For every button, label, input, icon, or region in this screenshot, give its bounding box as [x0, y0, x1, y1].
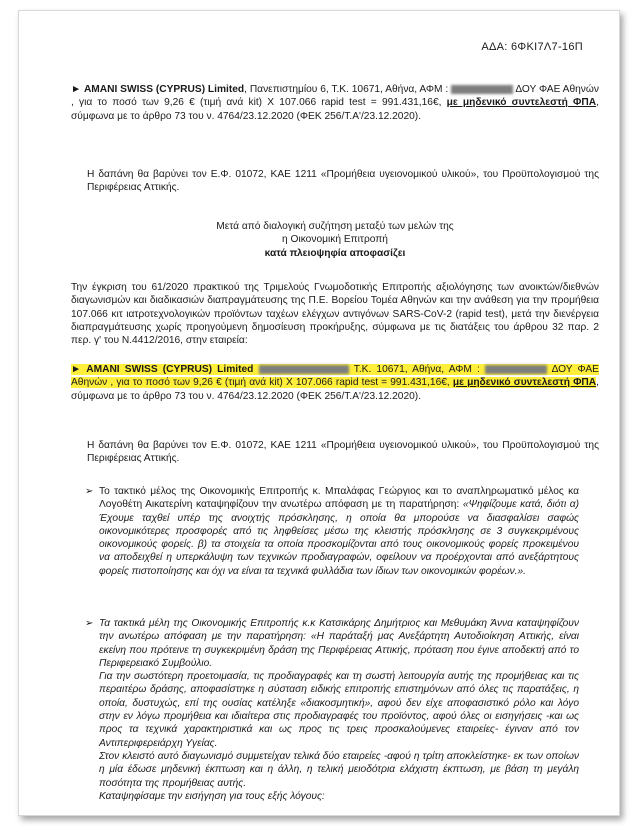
redacted-address: [259, 365, 349, 374]
dissent-2-para: Στον κλειστό αυτό διαγωνισμό συμμετείχαν τελικά δύο εταιρείες -αφού η τρίτη αποκλείστηκε- εκ των οποίων η μία έδωσε μηδενική έκπτωση και η άλλη, η τελική μειοδότρια ελάχιστη έκπτωση, με βάση τη μεγάλη ποσότητα της προμήθειας αυτής.: [99, 750, 579, 789]
ada-code: ΑΔΑ: 6ΦΚΙ7Λ7-16Π: [481, 41, 583, 53]
amount-line: ΔΟΥ ΦΑΕ Αθηνών , για το ποσό των 9,26 € (τιμή ανά kit) Χ 107.066 rapid test = 991.431,16€,: [71, 84, 599, 109]
arrowhead-bullet-icon: ➢: [85, 486, 94, 497]
dissent-2-para: Για την σωστότερη προετοιμασία, τις προδιαγραφές και τη σωστή λειτουργία αυτής της προμήθειας και τις περαιτέρω δράσης, αποφασίστηκε η σύσταση ειδικής επιτροπής επιστημόνων από όλες τις παρατάξεις, η οποία, δυστυχώς, επί της ουσίας κατέληξε «διακοσμητική», αφού δεν είχε αποφασιστικό ρόλο και λόγο στην εν λόγω προμήθεια και ιδιαίτερα στις προδιαγραφές του προϊόντος, αφού όλες οι εισηγήσεις -και ως προς τα τεχνικά χαρακτηριστικά και ως προς τις τρεις προσκαλούμενες εταιρείες- έγιναν από τον Αντιπεριφερειάρχη Υγείας.: [99, 671, 579, 749]
highlighted-contractor-paragraph: [71, 363, 599, 403]
vat-rate: με μηδενικό συντελεστή ΦΠΑ: [446, 97, 597, 109]
company-name: AMANI SWISS (CYPRUS) Limited: [83, 84, 245, 95]
law-reference: , σύμφωνα με το άρθρο 73 του ν. 4764/23.12.2020 (ΦΕΚ 256/Τ.Α'/23.12.2020).: [71, 377, 599, 402]
company-address: Τ.Κ. 10671, Αθήνα, ΑΦΜ :: [353, 364, 480, 375]
redacted-afm: [451, 85, 513, 94]
dissent-quote: «Ψηφίζουμε κατά, διότι α) Έχουμε ταχθεί υπέρ της ανοιχτής πρόσκλησης, η οποία θα μπορούσε να διασφαλίσει σαφώς οικονομικότερες προσφορές από τις ληφθείσες μέσω της κλειστής πρόσκλησης σε 3 συγκεκριμένους οικονομικούς φορείς. β) τα στοιχεία τα οποία προσκομίζονται από τους οικονομικούς φορείς προκειμένου να αποδειχθεί η υπερκάλυψη των τεχνικών προδιαγραφών, οφείλουν να προέρχονται από ανεξάρτητους φορείς πιστοποίησης και όχι να είναι τα τεχνικά φυλλάδια των ίδιων των οικονομικών φορέων.».: [99, 499, 580, 577]
dissent-bullet-1: [85, 485, 580, 578]
arrow-marker-icon: ►: [71, 364, 82, 375]
expense-paragraph: Η δαπάνη θα βαρύνει τον Ε.Φ. 01072, ΚΑΕ 1211 «Προμήθεια υγειονομικού υλικού», του Προϋπολογισμού της Περιφέρειας Αττικής.: [87, 169, 599, 194]
dissent-2-para: Καταψηφίσαμε την εισήγηση για τους εξής λόγους:: [99, 790, 325, 802]
dissent-bullet-2: [85, 617, 579, 803]
dissent-intro: Το τακτικό μέλος της Οικονομικής Επιτροπής κ. Μπαλάφας Γεώργιος και το αναπληρωματικό μέλος κα Λογοθέτη Αικατερίνη καταψηφίζουν την ανωτέρω απόφαση με τη παρατήρηση:: [99, 486, 579, 511]
company-address: , Πανεπιστημίου 6, Τ.Κ. 10671, Αθήνα, ΑΦΜ :: [244, 84, 449, 95]
expense-paragraph-2: Η δαπάνη θα βαρύνει τον Ε.Φ. 01072, ΚΑΕ 1211 «Προμήθεια υγειονομικού υλικού», του Προϋπολογισμού της Περιφέρειας Αττικής.: [87, 440, 599, 465]
decision-title: κατά πλειοψηφία αποφασίζει: [264, 247, 406, 259]
document-page: [18, 10, 620, 816]
amount-line: ΔΟΥ ΦΑΕ Αθηνών , για το ποσό των 9,26 € (τιμή ανά kit) Χ 107.066 rapid test = 991.431,16€,: [71, 364, 599, 389]
decision-heading: [71, 220, 599, 260]
redacted-afm: [485, 365, 547, 374]
company-name: AMANI SWISS (CYPRUS) Limited: [86, 364, 254, 375]
contractor-paragraph: [71, 83, 599, 123]
law-reference: , σύμφωνα με το άρθρο 73 του ν. 4764/23.12.2020 (ΦΕΚ 256/Τ.Α'/23.12.2020).: [71, 97, 599, 122]
approval-paragraph: Την έγκριση του 61/2020 πρακτικού της Τριμελούς Γνωμοδοτικής Επιτροπής αξιολόγησης των ανοικτών/διεθνών διαγωνισμών και διαδικασιών διαπραγμάτευσης της Π.Ε. Βορείου Τομέα Αθηνών και την ανάθεση για την προμήθεια 107.066 κιτ ιατροτεχνολογικών προϊόντων ταχέων ελέγχων αντιγόνων SARS-CoV-2 (rapid test), μετά την διενέργεια διαπραγμάτευσης χωρίς προηγούμενη δημοσίευση προκήρυξης, σύμφωνα με τις διατάξεις του άρθρου 32 παρ. 2 περ. γ' του Ν.4412/2016, στην εταιρεία:: [71, 282, 599, 347]
decision-heading-line: η Οικονομική Επιτροπή: [282, 234, 388, 246]
arrowhead-bullet-icon: ➢: [85, 618, 94, 629]
dissent-2-text: Τα τακτικά μέλη της Οικονομικής Επιτροπής κ.κ Κατσικάρης Δημήτριος και Μεθυμάκη Άννα καταψηφίζουν την ανωτέρω απόφαση με την παρατήρηση: «Η παράταξή μας Ανεξάρτητη Αυτοδιοίκηση Αττικής, είναι εκείνη που πρότεινε τη συγκεκριμένη δράση της Περιφέρειας Αττικής, πρόταση που έγινε αποδεκτή από το Περιφερειακό Συμβούλιο.: [99, 618, 579, 669]
vat-rate: με μηδενικό συντελεστή ΦΠΑ: [452, 377, 597, 389]
decision-heading-line: Μετά από διαλογική συζήτηση μεταξύ των μελών της: [216, 221, 454, 232]
arrow-marker-icon: ►: [71, 84, 82, 95]
